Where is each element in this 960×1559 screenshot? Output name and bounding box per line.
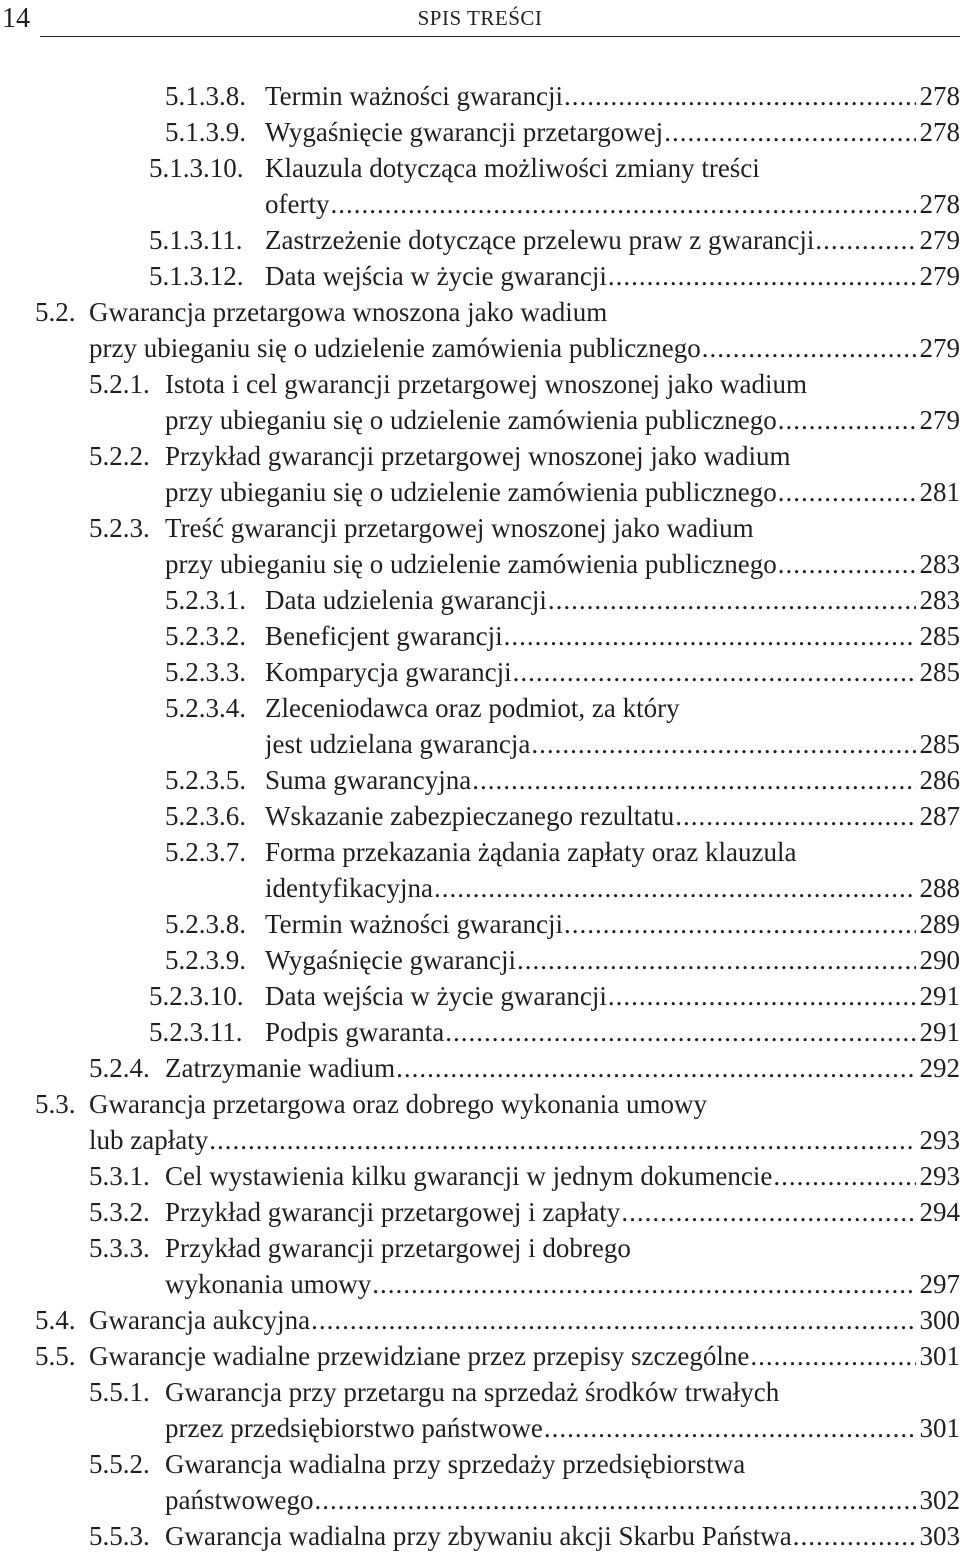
toc-entry-text: Forma przekazania żądania zapłaty oraz klauzula (265, 837, 797, 867)
toc-entry-number: 5.1.3.11. (149, 225, 243, 255)
toc-entry-text: Zleceniodawca oraz podmiot, za który (265, 693, 680, 723)
toc-entry (0, 978, 960, 1014)
toc-entry (0, 1194, 960, 1230)
toc-entry-page: 283 (919, 585, 960, 615)
toc-entry-line (165, 1410, 960, 1446)
toc-entry-line (89, 294, 960, 330)
toc-entry-text: Data wejścia w życie gwarancji (265, 261, 607, 291)
toc-entry (0, 222, 960, 258)
dot-leader (372, 1266, 915, 1302)
toc-entry-page: 285 (919, 657, 960, 687)
dot-leader (504, 618, 916, 654)
toc-entry-page: 303 (919, 1521, 960, 1551)
dot-leader (513, 654, 916, 690)
toc-entry-title (165, 366, 960, 438)
toc-entry-number: 5.1.3.12. (149, 261, 244, 291)
toc-entry-number: 5.3.2. (89, 1197, 150, 1227)
toc-entry-page: 281 (919, 477, 960, 507)
dot-leader (750, 1338, 915, 1374)
toc-entry-line (165, 1374, 960, 1410)
toc-entry-title (265, 942, 960, 978)
toc-entry-text: jest udzielana gwarancja (265, 729, 531, 759)
running-head: SPIS TREŚCI (417, 6, 543, 30)
toc-entry-title (89, 1338, 960, 1374)
toc-entry-text: przy ubieganiu się o udzielenie zamówienia publicznego (165, 549, 777, 579)
toc-entry-page: 288 (919, 873, 960, 903)
toc-entry-line (265, 906, 960, 942)
toc-entry-page: 291 (919, 1017, 960, 1047)
toc-entry-page: 293 (919, 1161, 960, 1191)
toc-entry-text: Istota i cel gwarancji przetargowej wnoszonej jako wadium (165, 369, 808, 399)
dot-leader (608, 978, 916, 1014)
toc-entry-page: 286 (919, 765, 960, 795)
toc-entry-text: Gwarancja aukcyjna (89, 1305, 311, 1335)
toc-entry-text: Termin ważności gwarancji (265, 81, 563, 111)
toc-entry-number: 5.5.1. (89, 1377, 150, 1407)
toc-entry-text: Data wejścia w życie gwarancji (265, 981, 607, 1011)
toc-entry-line (265, 150, 960, 186)
toc-entry-title (165, 1158, 960, 1194)
toc-entry-line (165, 1482, 960, 1518)
toc-entry-page: 287 (919, 801, 960, 831)
dot-leader (548, 582, 916, 618)
toc-entry-title (265, 78, 960, 114)
toc-entry-text: przez przedsiębiorstwo państwowe (165, 1413, 543, 1443)
toc-entry-line (89, 1302, 960, 1338)
toc-entry-page: 278 (919, 189, 960, 219)
toc-entry-text: Podpis gwaranta (265, 1017, 445, 1047)
toc-entry-page: 293 (919, 1125, 960, 1155)
toc-entry-number: 5.2.3.7. (165, 837, 246, 867)
toc-entry-text: Zatrzymanie wadium (165, 1053, 396, 1083)
dot-leader (778, 402, 916, 438)
toc-entry-text: lub zapłaty (89, 1125, 209, 1155)
toc-entry-number: 5.2.3.1. (165, 585, 246, 615)
toc-entry-page: 302 (919, 1485, 960, 1515)
toc-entry-text: oferty (265, 189, 330, 219)
toc-entry-text: Suma gwarancyjna (265, 765, 472, 795)
toc-entry (0, 1050, 960, 1086)
toc-entry (0, 834, 960, 906)
dot-leader (773, 1158, 915, 1194)
toc-entry-line (265, 114, 960, 150)
toc-entry-title (165, 1194, 960, 1230)
page-number: 14 (2, 3, 30, 34)
toc-entry-page: 279 (919, 225, 960, 255)
toc-entry (0, 1230, 960, 1302)
toc-entry-number: 5.2.3.5. (165, 765, 246, 795)
toc-entry-page: 289 (919, 909, 960, 939)
toc-entry-line (265, 654, 960, 690)
toc-entry-line (265, 726, 960, 762)
toc-entry-text: Gwarancja przetargowa wnoszona jako wadium (89, 297, 608, 327)
toc-entry-number: 5.3.1. (89, 1161, 150, 1191)
toc-entry-line (89, 1086, 960, 1122)
toc-entry-number: 5.2.2. (89, 441, 150, 471)
toc-entry-number: 5.3.3. (89, 1233, 150, 1263)
toc-entry-page: 301 (919, 1413, 960, 1443)
toc-entry-text: Wskazanie zabezpieczanego rezultatu (265, 801, 675, 831)
toc-entry-text: Wygaśnięcie gwarancji (265, 945, 517, 975)
toc-entry-line (165, 1194, 960, 1230)
toc-entry-page: 301 (919, 1341, 960, 1371)
toc-entry (0, 78, 960, 114)
toc-entry-line (165, 474, 960, 510)
toc-entry-number: 5.1.3.8. (165, 81, 246, 111)
toc-entry-text: Beneficjent gwarancji (265, 621, 503, 651)
toc-entry (0, 366, 960, 438)
toc-entry-number: 5.2.1. (89, 369, 150, 399)
toc-entry (0, 762, 960, 798)
toc-entry-line (265, 222, 960, 258)
toc-entry-number: 5.3. (35, 1089, 76, 1119)
toc-entry-line (265, 186, 960, 222)
toc-entry-line (89, 330, 960, 366)
dot-leader (472, 762, 915, 798)
dot-leader (778, 546, 916, 582)
toc-entry-title (165, 1518, 960, 1554)
toc-entry-text: Przykład gwarancji przetargowej i zapłaty (165, 1197, 621, 1227)
toc-entry-number: 5.4. (35, 1305, 76, 1335)
toc-entry-text: Data udzielenia gwarancji (265, 585, 547, 615)
toc-entry-line (265, 78, 960, 114)
toc-entry-title (165, 438, 960, 510)
toc-entry-page: 279 (919, 405, 960, 435)
toc-entry-line (265, 618, 960, 654)
toc-entry-line (265, 978, 960, 1014)
toc-entry-title (89, 294, 960, 366)
toc-entry (0, 1338, 960, 1374)
toc-entry-line (165, 402, 960, 438)
toc-entry-title (265, 258, 960, 294)
toc-entry-text: państwowego (165, 1485, 314, 1515)
toc-entry-line (265, 690, 960, 726)
toc-entry-line (265, 870, 960, 906)
dot-leader (311, 1302, 915, 1338)
toc-entry-text: Termin ważności gwarancji (265, 909, 563, 939)
toc-entry-page: 283 (919, 549, 960, 579)
toc-entry-page: 294 (919, 1197, 960, 1227)
dot-leader (778, 474, 916, 510)
toc-entry-page: 278 (919, 117, 960, 147)
toc-entry-title (265, 150, 960, 222)
toc-entry-title (265, 798, 960, 834)
dot-leader (209, 1122, 915, 1158)
toc-entry-line (265, 834, 960, 870)
toc-entry-title (165, 1374, 960, 1446)
toc-entry-text: Gwarancja wadialna przy sprzedaży przedsiębiorstwa (165, 1449, 746, 1479)
toc-entry-text: Gwarancja przetargowa oraz dobrego wykonania umowy (89, 1089, 708, 1119)
dot-leader (531, 726, 915, 762)
toc-entry-page: 279 (919, 261, 960, 291)
toc-entry (0, 906, 960, 942)
page-header (0, 0, 960, 40)
toc-entry-title (89, 1086, 960, 1158)
toc-entry-line (165, 1446, 960, 1482)
toc-entry-title (165, 1230, 960, 1302)
toc-entry-title (265, 690, 960, 762)
toc-entry-number: 5.1.3.10. (149, 153, 244, 183)
toc-entry (0, 942, 960, 978)
toc-entry-number: 5.5. (35, 1341, 76, 1371)
toc-entry-line (89, 1338, 960, 1374)
toc-entry (0, 798, 960, 834)
toc-entry-number: 5.2.3.8. (165, 909, 246, 939)
toc-entry-text: Cel wystawienia kilku gwarancji w jednym dokumencie (165, 1161, 773, 1191)
toc-entry-text: Zastrzeżenie dotyczące przelewu praw z gwarancji (265, 225, 815, 255)
toc-entry-page: 292 (919, 1053, 960, 1083)
toc-entry-number: 5.2.3.10. (149, 981, 244, 1011)
toc-entry-number: 5.5.2. (89, 1449, 150, 1479)
toc-entry-line (165, 1518, 960, 1554)
toc-entry (0, 1518, 960, 1554)
toc-entry-title (265, 762, 960, 798)
toc-entry-line (265, 582, 960, 618)
toc-entry-line (165, 366, 960, 402)
dot-leader (564, 78, 916, 114)
toc-entry (0, 1446, 960, 1518)
dot-leader (702, 330, 916, 366)
toc-entry-line (165, 1230, 960, 1266)
toc-entry (0, 1014, 960, 1050)
toc-entry-text: Komparycja gwarancji (265, 657, 512, 687)
toc-entry-text: przy ubieganiu się o udzielenie zamówienia publicznego (165, 405, 777, 435)
toc-entry-number: 5.2.3.4. (165, 693, 246, 723)
header-rule (40, 36, 960, 37)
toc-entry (0, 1374, 960, 1446)
toc-entry-line (165, 1158, 960, 1194)
toc-entry-text: Gwarancje wadialne przewidziane przez przepisy szczególne (89, 1341, 750, 1371)
toc-entry-number: 5.2.3.2. (165, 621, 246, 651)
toc-entry-number: 5.2.3.11. (149, 1017, 243, 1047)
toc-entry (0, 438, 960, 510)
toc-entry-text: Treść gwarancji przetargowej wnoszonej jako wadium (165, 513, 754, 543)
toc-entry-text: Przykład gwarancji przetargowej i dobrego (165, 1233, 631, 1263)
toc-entry-number: 5.2.4. (89, 1053, 150, 1083)
toc-entry-title (265, 906, 960, 942)
toc-entry-number: 5.2.3.6. (165, 801, 246, 831)
toc-entry-page: 279 (919, 333, 960, 363)
toc-entry-text: Gwarancja przy przetargu na sprzedaż środków trwałych (165, 1377, 780, 1407)
toc-entry-title (89, 1302, 960, 1338)
toc-entry-title (165, 1050, 960, 1086)
dot-leader (608, 258, 916, 294)
toc-entry (0, 654, 960, 690)
dot-leader (815, 222, 915, 258)
toc-entry-text: Gwarancja wadialna przy zbywaniu akcji Skarbu Państwa (165, 1521, 792, 1551)
dot-leader (664, 114, 915, 150)
toc-entry-text: Wygaśnięcie gwarancji przetargowej (265, 117, 664, 147)
dot-leader (793, 1518, 916, 1554)
toc-entry-page: 285 (919, 729, 960, 759)
toc-entry-line (265, 942, 960, 978)
toc-entry-line (89, 1122, 960, 1158)
toc-entry-line (165, 1050, 960, 1086)
toc-entry-title (265, 978, 960, 1014)
toc-entry-page: 278 (919, 81, 960, 111)
toc-entry-line (265, 258, 960, 294)
toc-entry-title (265, 222, 960, 258)
toc-entry-line (165, 510, 960, 546)
toc-entry (0, 582, 960, 618)
toc-entry-text: wykonania umowy (165, 1269, 372, 1299)
toc-entry-title (265, 654, 960, 690)
toc-entry-title (265, 1014, 960, 1050)
dot-leader (544, 1410, 916, 1446)
toc-entry-title (165, 510, 960, 582)
dot-leader (434, 870, 916, 906)
toc-entry (0, 1086, 960, 1158)
toc-entry-line (165, 438, 960, 474)
toc-entry (0, 1158, 960, 1194)
dot-leader (396, 1050, 915, 1086)
toc-entry-line (165, 546, 960, 582)
toc-entry-text: przy ubieganiu się o udzielenie zamówienia publicznego (89, 333, 701, 363)
toc-entry (0, 150, 960, 222)
toc-entry (0, 294, 960, 366)
dot-leader (564, 906, 916, 942)
toc-entry-text: przy ubieganiu się o udzielenie zamówienia publicznego (165, 477, 777, 507)
toc-entry-text: identyfikacyjna (265, 873, 433, 903)
toc-entry-text: Przykład gwarancji przetargowej wnoszonej jako wadium (165, 441, 791, 471)
toc-entry-page: 300 (919, 1305, 960, 1335)
toc-entry-page: 297 (919, 1269, 960, 1299)
toc-entry (0, 258, 960, 294)
toc-entry-line (265, 798, 960, 834)
dot-leader (314, 1482, 915, 1518)
dot-leader (517, 942, 915, 978)
toc-entry-page: 291 (919, 981, 960, 1011)
dot-leader (445, 1014, 915, 1050)
toc-entry (0, 618, 960, 654)
toc-entry-number: 5.2.3. (89, 513, 150, 543)
toc-entry-title (265, 618, 960, 654)
toc-entry-title (265, 834, 960, 906)
toc-entry-title (265, 114, 960, 150)
toc-entry-page: 285 (919, 621, 960, 651)
toc-entry (0, 690, 960, 762)
toc-entry-line (165, 1266, 960, 1302)
toc-entry-line (265, 762, 960, 798)
toc-entry-title (165, 1446, 960, 1518)
toc-entry-title (265, 582, 960, 618)
toc-entry-page: 290 (919, 945, 960, 975)
toc-entry (0, 1302, 960, 1338)
dot-leader (675, 798, 915, 834)
table-of-contents (0, 78, 960, 1554)
toc-entry-number: 5.5.3. (89, 1521, 150, 1551)
toc-entry (0, 114, 960, 150)
toc-entry-number: 5.2. (35, 297, 76, 327)
toc-entry-text: Klauzula dotycząca możliwości zmiany treści (265, 153, 760, 183)
toc-entry-number: 5.2.3.3. (165, 657, 246, 687)
dot-leader (621, 1194, 915, 1230)
toc-entry (0, 510, 960, 582)
toc-entry-number: 5.2.3.9. (165, 945, 246, 975)
dot-leader (330, 186, 915, 222)
toc-entry-number: 5.1.3.9. (165, 117, 246, 147)
toc-entry-line (265, 1014, 960, 1050)
